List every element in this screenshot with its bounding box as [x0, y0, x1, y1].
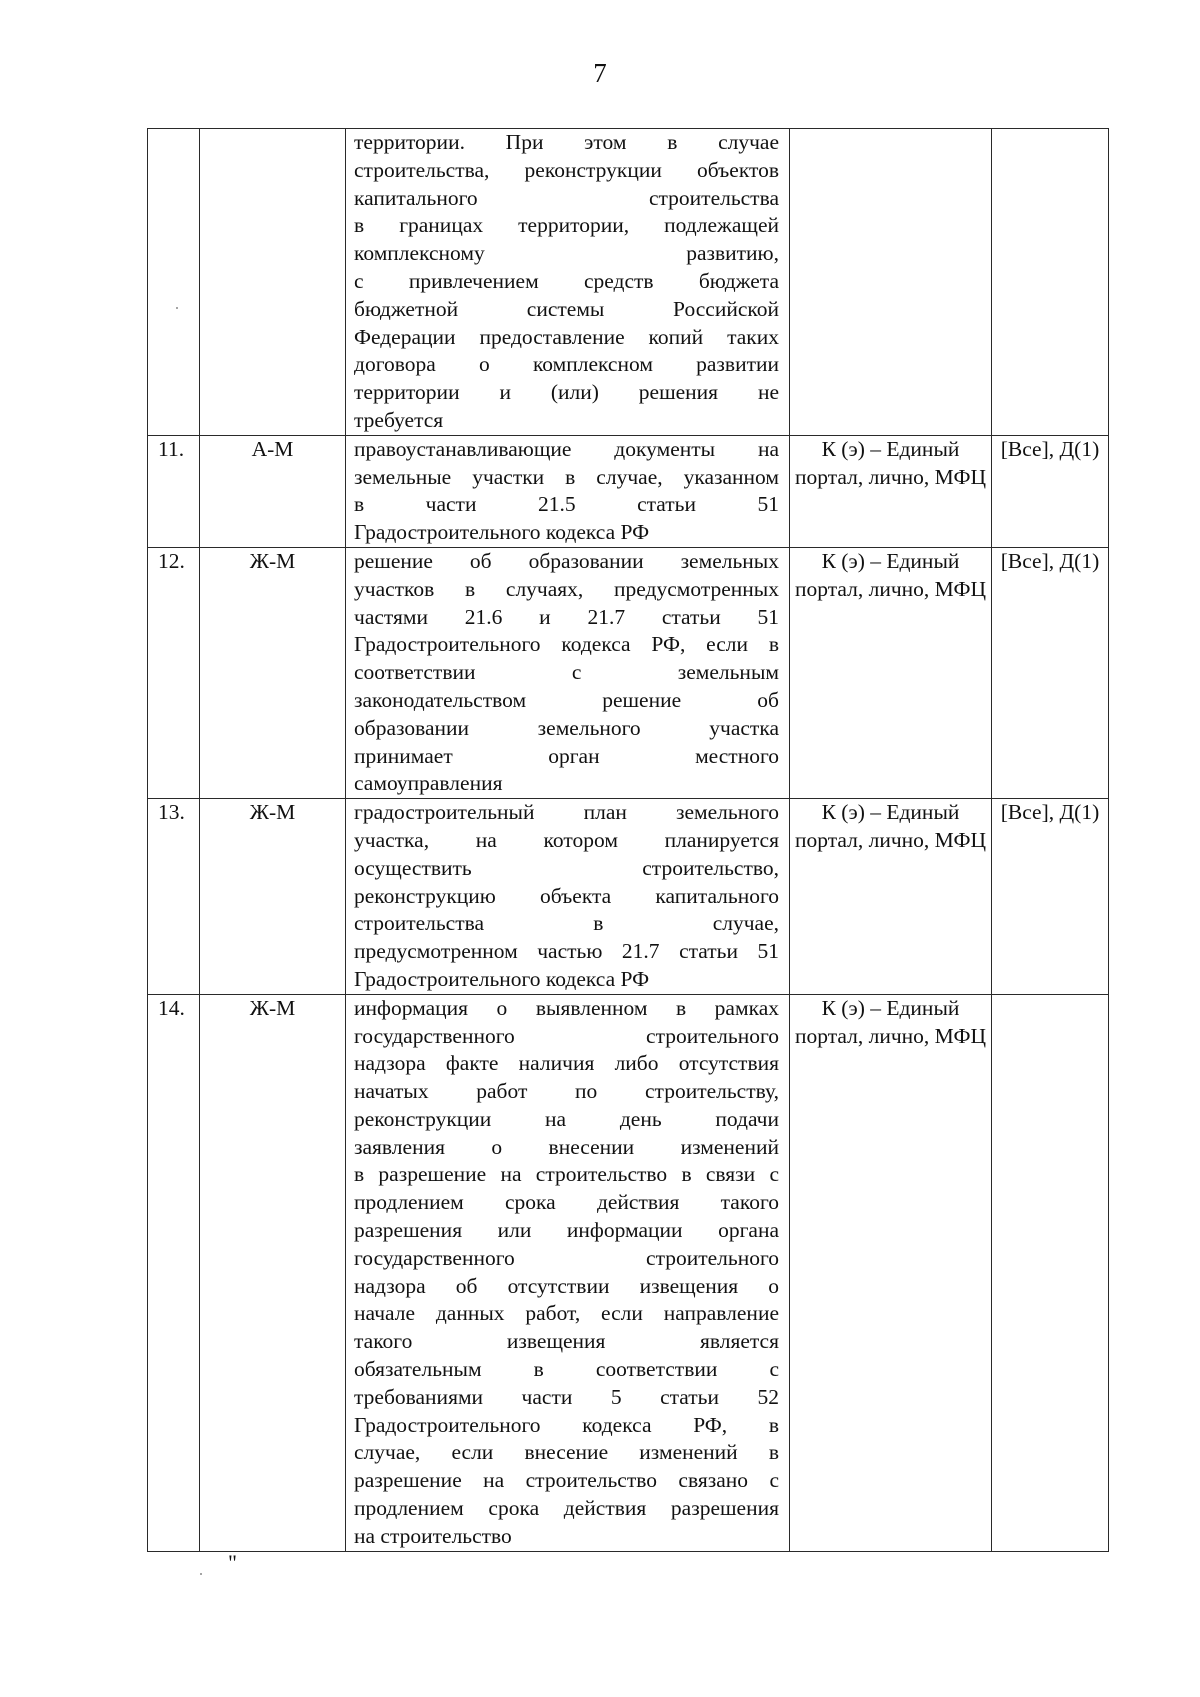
description-line: случае, если внесение изменений в — [354, 1440, 779, 1465]
submission-method-cell — [790, 129, 992, 436]
description-line: принимает орган местного — [354, 743, 779, 768]
description-line: решение об образовании земельных — [354, 548, 779, 573]
category-code-cell: А-М — [200, 435, 346, 547]
description-line: законодательством решение об — [354, 687, 779, 712]
table-row — [148, 129, 1109, 436]
description-line: земельные участки в случае, указанном — [354, 464, 779, 489]
table-row — [148, 799, 1109, 995]
description-line: территории и (или) решения не — [354, 380, 779, 405]
page-number: 7 — [593, 58, 607, 88]
description-line: надзора факте наличия либо отсутствия — [354, 1051, 779, 1076]
description-line: осуществить строительство, — [354, 855, 779, 880]
description-line: государственного строительного — [354, 1245, 779, 1270]
submission-method-cell: К (э) – Единый портал, лично, МФЦ — [790, 435, 992, 547]
description-line: реконструкцию объекта капитального — [354, 883, 779, 908]
scan-speck — [176, 307, 178, 309]
description-line: требуется — [354, 407, 444, 432]
description-line: продлением срока действия разрешения — [354, 1496, 779, 1521]
row-number-cell — [148, 129, 200, 436]
row-number-cell: 12. — [148, 547, 200, 798]
description-line: надзора об отсутствии извещения о — [354, 1273, 779, 1298]
submission-method-cell: К (э) – Единый портал, лично, МФЦ — [790, 547, 992, 798]
description-line: обязательным в соответствии с — [354, 1357, 779, 1382]
category-code-cell: Ж-М — [200, 547, 346, 798]
description-line: строительства в случае, — [354, 911, 779, 936]
document-description-cell — [346, 435, 790, 547]
description-line: Градостроительного кодекса РФ, если в — [354, 632, 779, 657]
description-line: правоустанавливающие документы на — [354, 436, 779, 461]
description-line: такого извещения является — [354, 1329, 779, 1354]
description-line: с привлечением средств бюджета — [354, 268, 779, 293]
description-line: реконструкции на день подачи — [354, 1106, 779, 1131]
document-description-cell — [346, 799, 790, 995]
description-line: разрешения или информации органа — [354, 1218, 779, 1243]
description-line: частями 21.6 и 21.7 статьи 51 — [354, 604, 779, 629]
description-line: бюджетной системы Российской — [354, 296, 779, 321]
description-line: на строительство — [354, 1523, 512, 1548]
access-code-cell — [992, 129, 1109, 436]
description-line: предусмотренном частью 21.7 статьи 51 — [354, 939, 779, 964]
table-row — [148, 547, 1109, 798]
submission-method-cell: К (э) – Единый портал, лично, МФЦ — [790, 994, 992, 1551]
description-line: образовании земельного участка — [354, 715, 779, 740]
documents-table-body — [148, 129, 1109, 1552]
description-line: заявления о внесении изменений — [354, 1134, 779, 1159]
row-number-cell: 11. — [148, 435, 200, 547]
description-line: Федерации предоставление копий таких — [354, 324, 779, 349]
description-line: участков в случаях, предусмотренных — [354, 576, 779, 601]
description-line: Градостроительного кодекса РФ — [354, 520, 650, 545]
description-line: соответствии с земельным — [354, 660, 779, 685]
table-row — [148, 994, 1109, 1551]
category-code-cell: Ж-М — [200, 799, 346, 995]
description-line: комплексному развитию, — [354, 241, 779, 266]
description-line: требованиями части 5 статьи 52 — [354, 1384, 779, 1409]
description-line: договора о комплексном развитии — [354, 352, 779, 377]
description-line: начатых работ по строительству, — [354, 1079, 779, 1104]
closing-quote-mark: " — [228, 1550, 237, 1575]
access-code-cell: [Все], Д(1) — [992, 435, 1109, 547]
description-line: самоуправления — [354, 771, 503, 796]
description-line: градостроительный план земельного — [354, 800, 779, 825]
description-line: информация о выявленном в рамках — [354, 995, 779, 1020]
table-row — [148, 435, 1109, 547]
description-line: территории. При этом в случае — [354, 130, 779, 154]
document-description-cell — [346, 994, 790, 1551]
access-code-cell — [992, 994, 1109, 1551]
document-description-cell — [346, 129, 790, 436]
description-line: капитального строительства — [354, 185, 779, 210]
description-line: начале данных работ, если направление — [354, 1301, 779, 1326]
access-code-cell: [Все], Д(1) — [992, 547, 1109, 798]
description-line: в разрешение на строительство в связи с — [354, 1162, 779, 1187]
description-line: Градостроительного кодекса РФ, в — [354, 1412, 779, 1437]
scan-speck — [200, 1573, 202, 1575]
description-line: в части 21.5 статьи 51 — [354, 492, 779, 517]
access-code-cell: [Все], Д(1) — [992, 799, 1109, 995]
description-line: продлением срока действия такого — [354, 1190, 779, 1215]
category-code-cell — [200, 129, 346, 436]
description-line: Градостроительного кодекса РФ — [354, 966, 650, 991]
row-number-cell: 14. — [148, 994, 200, 1551]
category-code-cell: Ж-М — [200, 994, 346, 1551]
description-line: строительства, реконструкции объектов — [354, 157, 779, 182]
description-line: в границах территории, подлежащей — [354, 213, 779, 238]
documents-table — [147, 128, 1109, 1552]
row-number-cell: 13. — [148, 799, 200, 995]
description-line: государственного строительного — [354, 1023, 779, 1048]
document-description-cell — [346, 547, 790, 798]
description-line: разрешение на строительство связано с — [354, 1468, 779, 1493]
description-line: участка, на котором планируется — [354, 827, 779, 852]
submission-method-cell: К (э) – Единый портал, лично, МФЦ — [790, 799, 992, 995]
